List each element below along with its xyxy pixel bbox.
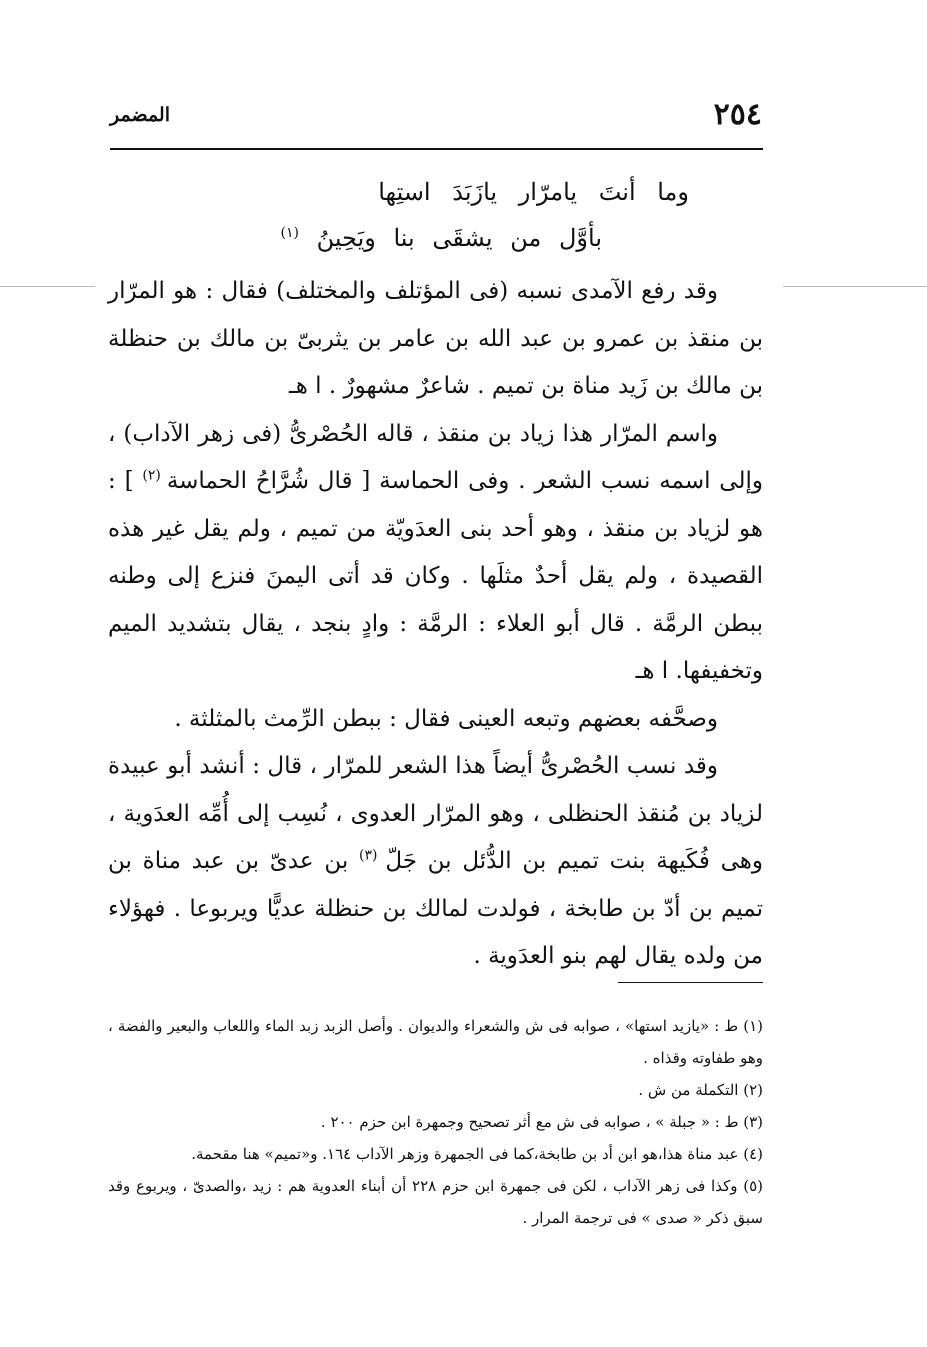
scan-mark-right — [783, 286, 927, 287]
scan-mark-left — [0, 286, 95, 287]
page-number: ٢٥٤ — [713, 97, 762, 132]
footnote-1: (١) ط : «يازيد استها» ، صوابه فى ش والشعراء والديوان . وأصل الزبد زبد الماء واللعاب والبعير والفضة ، وهو طفاوته وقذاه . — [108, 1017, 763, 1067]
footnote-ref-2: (٢) — [142, 467, 167, 484]
page-header — [110, 95, 762, 135]
running-title: المضمر — [110, 104, 170, 126]
body-text — [108, 268, 763, 981]
footnote-2: (٢) التكملة من ش . — [638, 1081, 763, 1099]
paragraph-4: وقد نسب الحُصْرىُّ أيضاً هذا الشعر للمرّار ، قال : أنشد أبو عبيدة لزياد بن مُنقذ الحنظلى ، وهو المرّار العدوى ، نُسِب إلى أُمِّه العدَوية ، وهى فُكَيهة بنت تميم بن الدُّئل بن جَلّ $^{(٣)}$ بن عدىّ بن عبد مناة بن تميم بن أدّ بن طابخة ، فولدت لمالك بن حنظلة عديًّا ويربوعا . فهؤلاء من ولده يقال لهم بنو العدَوية . — [108, 753, 764, 969]
footnotes — [108, 1010, 763, 1234]
header-rule — [110, 148, 763, 150]
footnote-rule — [618, 982, 763, 983]
footnote-4: (٤) عبد مناة هذا،هو ابن أد بن طابخة،كما فى الجمهرة وزهر الآداب ١٦٤. و«تميم» هنا مقحمة. — [191, 1145, 763, 1163]
footnote-3: (٣) ط : « جبلة » ، صوابه فى ش مع أثر تصحيح وجمهرة ابن حزم ٢٠٠ . — [320, 1113, 763, 1131]
paragraph-3: وصحَّفه بعضهم وتبعه العينى فقال : ببطن الرِّمث بالمثلثة . — [174, 705, 718, 732]
verse-line-2 — [280, 218, 602, 258]
verse-line-2-text: بأوَّل من يشقَى بنا ويَحِينُ — [316, 224, 602, 252]
footnote-ref-3: (٣) — [358, 847, 386, 864]
verse-line-1: وما أنتَ يامرّار يازَبَدَ استِها — [378, 178, 689, 206]
paragraph-2: واسم المرّار هذا زياد بن منقذ ، قاله الحُصْرىُّ (فى زهر الآداب) ، وإلى اسمه نسب الشعر . وفى الحماسة [ قال شُرَّاحُ الحماسة $^{(٢)}$ ] : هو لزياد بن منقذ ، وهو أحد بنى العدَويّة من تميم ، ولم يقل غير هذه القصيدة ، ولم يقل أحدٌ مثلَها . وكان قد أتى اليمنَ فنزع إلى وطنه ببطن الرمَّة . قال أبو العلاء : الرمَّة : وادٍ بنجد ، يقال بتشديد الميم وتخفيفها. ا هـ — [108, 420, 763, 684]
paragraph-1: وقد رفع الآمدى نسبه (فى المؤتلف والمختلف) فقال : هو المرّار بن منقذ بن عمرو بن عبد الله بن عامر بن يثربىّ بن مالك بن حنظلة بن مالك بن زَيد مناة بن تميم . شاعرٌ مشهورٌ . ا هـ — [108, 278, 763, 399]
footnote-5: (٥) وكذا فى زهر الآداب ، لكن فى جمهرة ابن حزم ٢٢٨ أن أبناء العدوية هم : زيد ،والصدىّ ، ويربوع وقد سبق ذكر « صدى » فى ترجمة المرار . — [108, 1177, 763, 1227]
footnote-ref-1: (١) — [280, 225, 299, 241]
